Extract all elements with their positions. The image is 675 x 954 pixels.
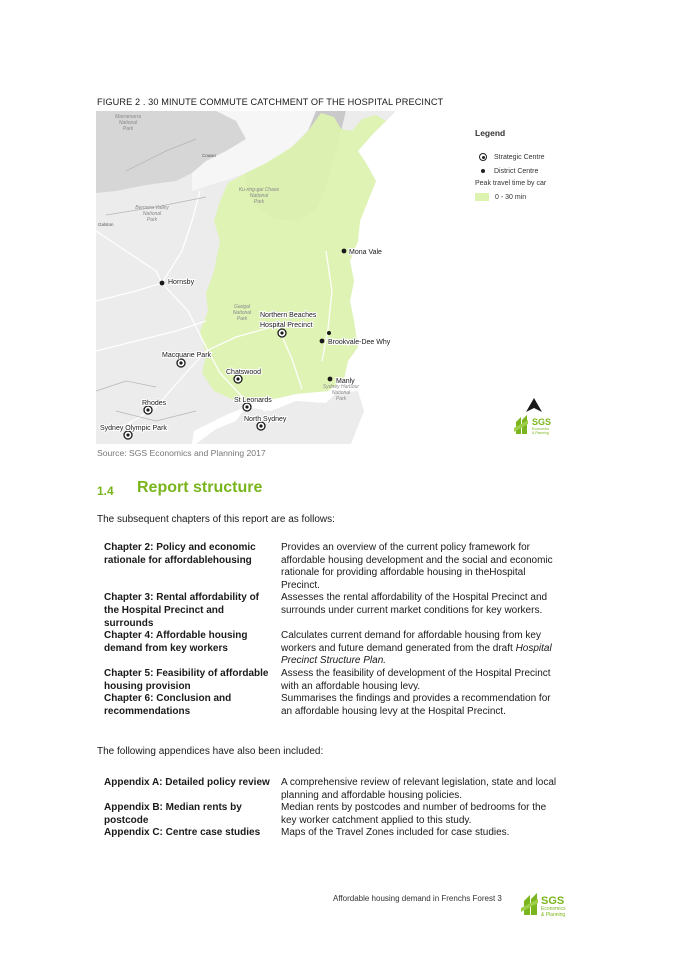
legend-label: Strategic Centre [494, 153, 545, 161]
park-label-garigal: Park [236, 316, 248, 322]
row-value: Maps of the Travel Zones included for case studies. [281, 827, 510, 839]
row-value: Provides an overview of the current policy framework for affordable housing development and the social and economic rationale for providing affordable housing in theHospital Precinct. [281, 542, 553, 591]
district-centre-marker [320, 339, 325, 344]
row-value: A comprehensive review of relevant legislation, state and local planning and affordable housing policies. [281, 777, 557, 801]
row-key: Appendix B: Median rents by postcode [104, 802, 242, 826]
table-row [104, 630, 574, 668]
row-key: Chapter 4: Affordable housing demand from key workers [104, 630, 248, 654]
row-key: Appendix C: Centre case studies [104, 827, 261, 839]
place-label-chatswood: Chatswood [226, 369, 262, 376]
legend-strategic-centre [475, 150, 546, 164]
park-label-harbour: National [331, 390, 351, 396]
sgs-logo-icon [521, 893, 538, 915]
table-row [104, 827, 574, 840]
place-label-manly: Manly [336, 378, 355, 385]
legend-heading: Legend [475, 128, 506, 138]
logo-name: SGS [532, 417, 552, 427]
place-label-cowan: Cowan [202, 153, 217, 158]
district-centre-marker [160, 281, 165, 286]
row-value: Calculates current demand for affordable housing from key workers and future demand generated from the draft Hospital Precinct Structure Plan. [281, 630, 552, 667]
park-label-harbour: Park [335, 396, 347, 402]
park-label-garigal: Garigal [233, 304, 251, 310]
logo-line1: Economics [532, 427, 550, 431]
place-label-rhodes: Rhodes [142, 400, 167, 407]
table-row [104, 542, 574, 592]
section-title: Report structure [137, 479, 263, 496]
logo-line1: Economics [541, 906, 566, 912]
appendices-table [104, 777, 574, 840]
row-key: Appendix A: Detailed policy review [104, 777, 270, 788]
intro-text: The subsequent chapters of this report are as follows: [97, 514, 335, 525]
park-label-kuringgai: Ku-ring-gai Chase [238, 187, 280, 193]
strategic-centre-icon [479, 153, 487, 161]
catchment-map [96, 111, 533, 444]
footer-text: Affordable housing demand in Frenchs Forest 3 [333, 894, 502, 903]
place-label-north-sydney: North Sydney [244, 416, 287, 423]
sgs-logo-icon [514, 415, 528, 434]
place-label-sydney-olympic-park: Sydney Olympic Park [100, 425, 167, 432]
footer-logo [520, 891, 580, 924]
place-label-northern-beaches: Northern Beaches [260, 312, 317, 319]
table-row [104, 777, 574, 802]
legend-peak-heading: Peak travel time by car [475, 180, 547, 187]
table-row [104, 592, 574, 630]
row-key: Chapter 3: Rental affordability of the Hospital Precinct and surrounds [104, 592, 260, 629]
place-label-brookvale: Brookvale-Dee Why [328, 339, 391, 346]
district-centre-marker [342, 249, 347, 254]
logo-line2: & Planning [532, 431, 549, 435]
legend-label: District Centre [494, 167, 539, 175]
logo-line2: & Planning [541, 912, 566, 918]
table-row [104, 693, 574, 718]
park-label-kuringgai: National [249, 193, 269, 199]
row-key: Chapter 2: Policy and economic rationale for affordablehousing [104, 542, 256, 566]
place-label-hornsby: Hornsby [168, 279, 195, 286]
figure-title: FIGURE 2 . 30 MINUTE COMMUTE CATCHMENT OF THE HOSPITAL PRECINCT [97, 97, 444, 107]
row-value: Assesses the rental affordability of the Hospital Precinct and surrounds under current market conditions for key workers. [281, 592, 548, 616]
place-label-mona-vale: Mona Vale [349, 249, 382, 256]
row-value: Median rents by postcodes and number of bedrooms for the key worker catchment applied to this study. [281, 802, 547, 826]
park-label-marramarra: Marramarra [114, 114, 142, 120]
row-value: Assess the feasibility of development of the Hospital Precinct with an affordable housing levy. [281, 667, 551, 692]
chapters-table [104, 542, 574, 718]
table-row [104, 802, 574, 827]
logo-name: SGS [541, 895, 565, 907]
park-label-kuringgai: Park [253, 199, 265, 205]
park-label-berowra: Berowra Valley [135, 205, 169, 211]
place-label-macquarie-park: Macquarie Park [162, 352, 212, 359]
row-key: Chapter 6: Conclusion and recommendations [104, 693, 232, 717]
district-centre-marker [328, 377, 333, 382]
park-label-berowra: National [142, 211, 162, 217]
map-legend [475, 128, 546, 204]
park-label-berowra: Park [146, 217, 158, 223]
district-centre-marker [327, 331, 331, 335]
row-value: Summarises the findings and provides a recommendation for an affordable housing levy at the Hospital Precinct. [281, 693, 551, 717]
band-swatch [475, 193, 489, 201]
legend-label: 0 - 30 min [495, 193, 527, 201]
section-number: 1.4 [97, 484, 114, 498]
legend-band [475, 190, 546, 204]
park-label-marramarra: Park [122, 126, 134, 132]
figure-source: Source: SGS Economics and Planning 2017 [97, 448, 266, 458]
place-label-galston: Galston [98, 222, 114, 227]
north-arrow-icon [526, 398, 542, 412]
park-label-marramarra: National [118, 120, 138, 126]
park-label-harbour: Sydney Harbour [322, 384, 360, 390]
place-label-st-leonards: St Leonards [234, 397, 272, 404]
row-key: Chapter 5: Feasibility of affordable housing provision [104, 667, 269, 692]
table-row [104, 668, 574, 693]
park-label-garigal: National [232, 310, 252, 316]
appendices-intro: The following appendices have also been included: [97, 746, 324, 757]
legend-district-centre [475, 164, 546, 178]
district-centre-icon [481, 169, 485, 173]
place-label-hospital-precinct: Hospital Precinct [260, 322, 313, 329]
map-logo [512, 398, 560, 443]
